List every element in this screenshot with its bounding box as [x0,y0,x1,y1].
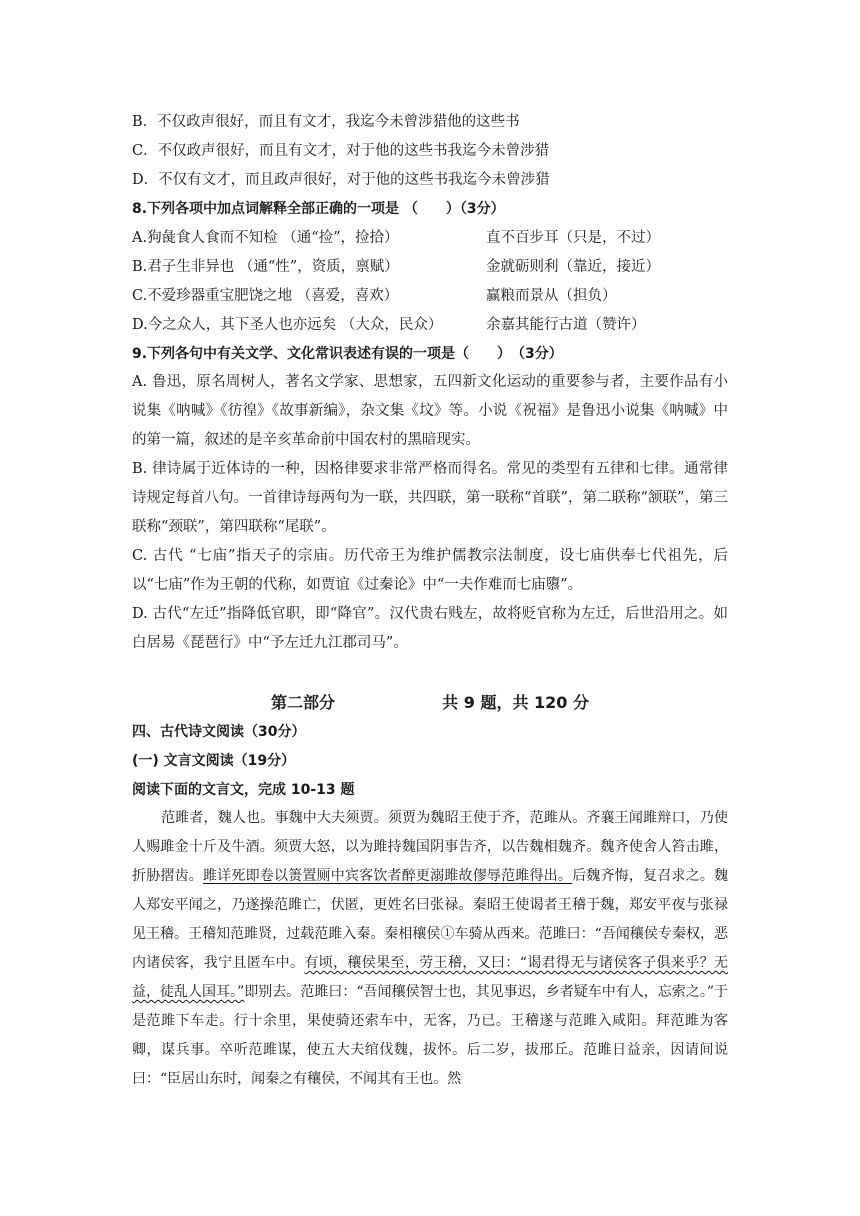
q8-option-a-left: A.狗彘食人食而不知检 （通“捡”，捡拾） [132,230,399,246]
q7-option-b: B．不仅政声很好，而且有文才，我迄今未曾涉猎他的这些书 [132,114,520,130]
q9-option-b: B. 律诗属于近体诗的一种，因格律要求非常严格而得名。常见的类型有五律和七律。通常律诗规定每首八句。一首律诗每两句为一联，共四联，第一联称“首联”，第二联称“颔联”，第三联称“颈联”，第四联称“尾联”。 [132,461,728,535]
q9-option-a: A. 鲁迅，原名周树人，著名文学家、思想家，五四新文化运动的重要参与者，主要作品有小说集《呐喊》《彷徨》《故事新编》，杂文集《坟》等。小说《祝福》是鲁迅小说集《呐喊》中的第一篇，叙述的是辛亥革命前中国农村的黑暗现实。 [132,374,728,448]
q9-option-c: C. 古代 “七庙”指天子的宗庙。历代帝王为维护儒教宗法制度，设七庙供奉七代祖先，后以“七庙”作为王朝的代称，如贾谊《过秦论》中“一夫作难而七庙隳”。 [132,548,728,593]
q8-option-b-right: 金就砺则利（靠近，接近） [486,259,660,275]
classical-passage [132,804,728,1094]
q8-option-c-left: C.不爱珍器重宝肥饶之地 （喜爱，喜欢） [132,288,399,304]
part2-title: 第二部分 [271,693,336,712]
section4-1-heading: (一) 文言文阅读（19分） [132,753,296,769]
q7-option-c: C．不仅政声很好，而且有文才，对于他的这些书我迄今未曾涉猎 [132,143,550,159]
part2-heading [0,690,860,713]
q9-stem: 9.下列各句中有关文学、文化常识表述有误的一项是（ ） （3分） [132,346,563,362]
q8-option-a-right: 直不百步耳（只是，不过） [486,230,660,246]
q8-stem: 8.下列各项中加点词解释全部正确的一项是 （ ）（3分） [132,201,505,217]
passage-part-1: 范雎者，魏人也。事魏中大夫须贾。须贾为魏昭王使于齐，范雎从。齐襄王闻雎辩口，乃使人赐雎金十斤及牛酒。须贾大怒，以为雎持魏国阴事告齐，以告魏相魏齐。魏齐使舍人笞击雎，折胁摺齿。 [132,810,728,884]
q8-option-d-right: 余嘉其能行古道（赞许） [486,317,646,333]
q8-option-c-right: 赢粮而景从（担负） [486,288,617,304]
passage-instruction: 阅读下面的文言文，完成 10-13 题 [132,782,355,798]
q8-option-b-left: B.君子生非异也 （通“性”，资质，禀赋） [132,259,399,275]
section4-heading: 四、古代诗文阅读（30分） [132,724,306,740]
part2-subtitle: 共 9 题，共 120 分 [442,693,589,712]
q8-option-d-left: D.今之众人，其下圣人也亦远矣 （大众，民众） [132,317,443,333]
passage-sentence-translate-2: 有顷，穰侯果至，劳王稽，又曰：“谒君得无与诸侯客子俱来乎？无益，徒乱人国耳。” [132,955,728,1000]
passage-part-3: 即别去。范雎曰：“吾闻穰侯智士也，其见事迟，乡者疑车中有人，忘索之。”于是范雎下车走。行十余里，果使骑还索车中，无客，乃已。王稽遂与范雎入咸阳。拜范雎为客卿，谋兵事。卒听范雎谋，使五大夫绾伐魏，拔怀。后二岁，拔邢丘。范雎日益亲，因请间说曰：“臣居山东时，闻秦之有穰侯，不闻其有王也。然 [132,984,728,1087]
passage-part-2: 后魏齐悔，复召求之。魏人郑安平闻之，乃遂操范雎亡，伏匿，更姓名曰张禄。秦昭王使谒者王稽于魏，郑安平夜与张禄见王稽。王稽知范雎贤，过载范雎入秦。秦相穰侯①车骑从西来。范雎曰：“吾闻穰侯专秦权，恶内诸侯客，我宁且匿车中。 [132,868,729,971]
q9-option-d: D. 古代“左迁”指降低官职，即“降官”。汉代贵右贱左，故将贬官称为左迁，后世沿用之。如白居易《琵琶行》中“予左迁九江郡司马”。 [132,606,728,651]
q7-option-d: D．不仅有文才，而且政声很好，对于他的这些书我迄今未曾涉猎 [132,172,550,188]
passage-sentence-translate-1: 雎详死即卷以箦置厕中宾客饮者醉更溺雎故僇辱范雎得出。 [202,868,573,884]
